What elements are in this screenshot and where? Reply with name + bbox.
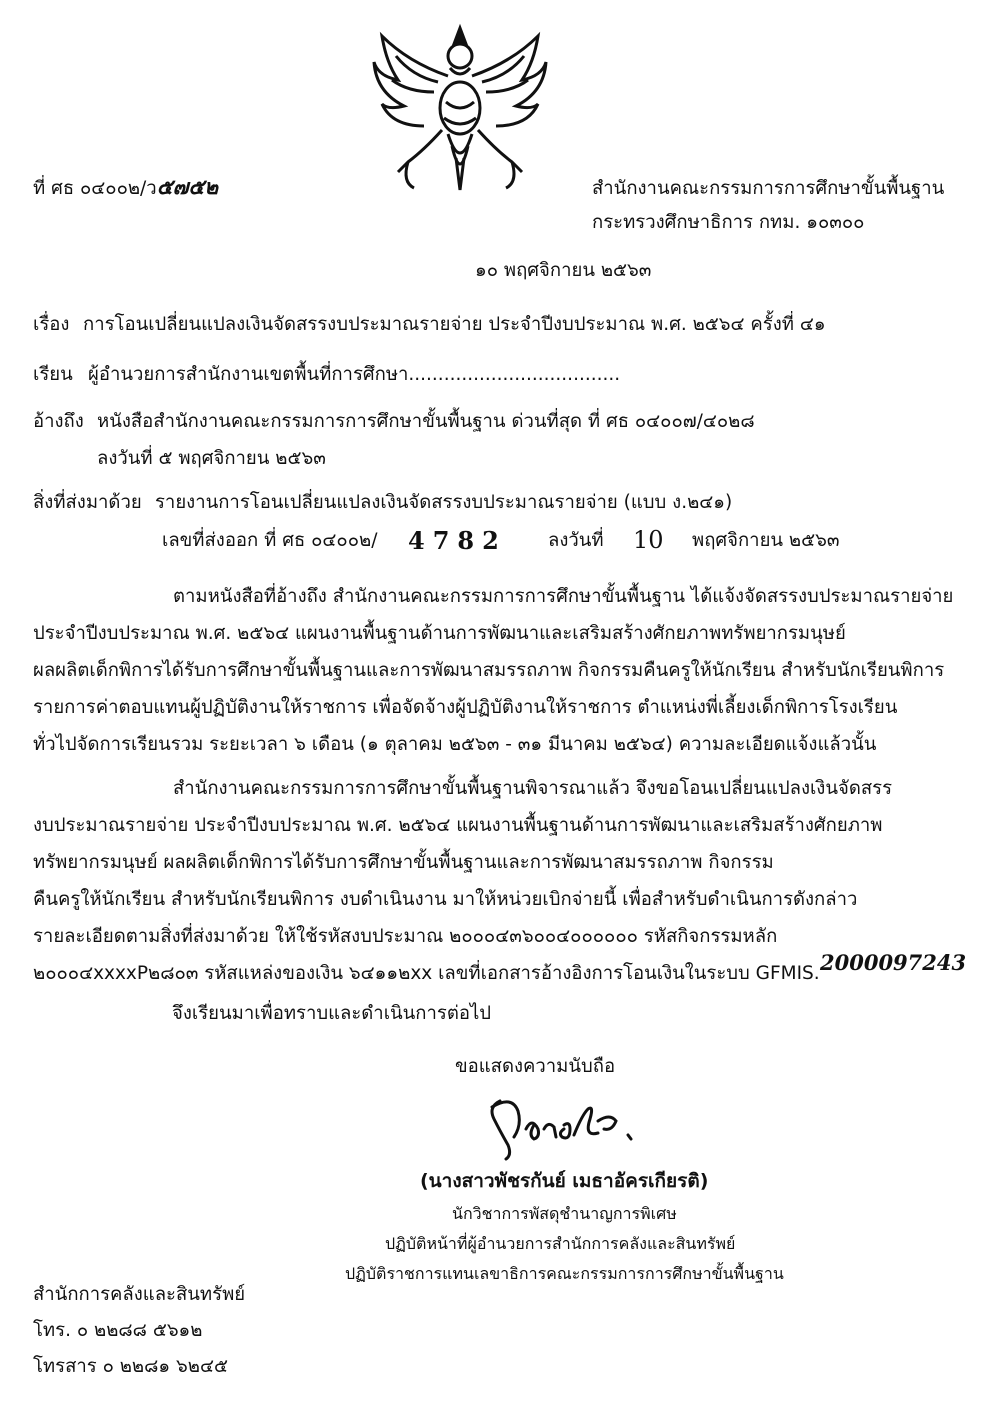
paragraph-1 bbox=[33, 582, 973, 772]
enclosure-date-day: 10 bbox=[633, 526, 664, 554]
signature-icon bbox=[478, 1085, 648, 1165]
signer-title-1: นักวิชาการพัสดุชำนาญการพิเศษ bbox=[452, 1204, 677, 1223]
complimentary-close: ขอแสดงความนับถือ bbox=[455, 1056, 616, 1077]
garuda-emblem-icon bbox=[368, 22, 552, 192]
subject-label: เรื่อง bbox=[33, 314, 70, 335]
paragraph-2-line: ๒๐๐๐๔xxxxP๒๘๐๓ รหัสแหล่งของเงิน ๖๔๑๑๒xx เลขที่เอกสารอ้างอิงการโอนเงินในระบบ GFMIS. bbox=[33, 963, 820, 984]
paragraph-2-line: งบประมาณรายจ่าย ประจำปีงบประมาณ พ.ศ. ๒๕๖๔ แผนงานพื้นฐานด้านการพัฒนาและเสริมสร้างศักยภาพ bbox=[33, 815, 883, 836]
paragraph-1-line: ทั่วไปจัดการเรียนรวม ระยะเวลา ๖ เดือน (๑ ตุลาคม ๒๕๖๓ - ๓๑ มีนาคม ๒๕๖๔) ความละเอียดแจ้งแล้วนั้น bbox=[33, 734, 877, 755]
closing-line: จึงเรียนมาเพื่อทราบและดำเนินการต่อไป bbox=[172, 1003, 492, 1024]
to-text: ผู้อำนวยการสำนักงานเขตพื้นที่การศึกษา.................................... bbox=[88, 364, 621, 385]
to-label: เรียน bbox=[33, 364, 73, 385]
sender-org-line1: สำนักงานคณะกรรมการการศึกษาขั้นพื้นฐาน bbox=[592, 178, 945, 199]
paragraph-1-line: ผลผลิตเด็กพิการได้รับการศึกษาขั้นพื้นฐานและการพัฒนาสมรรถภาพ กิจกรรมคืนครูให้นักเรียน สำหรับนักเรียนพิการ bbox=[33, 660, 945, 681]
reference-line2: ลงวันที่ ๕ พฤศจิกายน ๒๕๖๓ bbox=[97, 448, 326, 469]
footer-office: สำนักการคลังและสินทรัพย์ bbox=[33, 1284, 246, 1305]
enclosure-date-label: ลงวันที่ bbox=[548, 530, 604, 551]
paragraph-1-line: รายการค่าตอบแทนผู้ปฏิบัติงานให้ราชการ เพื่อจัดจ้างผู้ปฏิบัติงานให้ราชการ ตำแหน่งพี่เลี้ยงเด็กพิการโรงเรียน bbox=[33, 697, 898, 718]
sender-org-line2: กระทรวงศึกษาธิการ กทม. ๑๐๓๐๐ bbox=[592, 212, 865, 233]
signer-name: (นางสาวพัชรกันย์ เมธาอัครเกียรติ) bbox=[420, 1170, 709, 1192]
reference-prefix: ที่ ศธ ๐๔๐๐๒/ว bbox=[33, 178, 157, 199]
reference-label: อ้างถึง bbox=[33, 411, 84, 432]
footer-fax: โทรสาร ๐ ๒๒๘๑ ๖๒๔๕ bbox=[33, 1356, 228, 1377]
signer-title-3: ปฏิบัติราชการแทนเลขาธิการคณะกรรมการการศึกษาขั้นพื้นฐาน bbox=[345, 1264, 784, 1283]
reference-line1: หนังสือสำนักงานคณะกรรมการการศึกษาขั้นพื้นฐาน ด่วนที่สุด ที่ ศธ ๐๔๐๐๗/๔๐๒๘ bbox=[97, 411, 755, 432]
enclosure-out-number: 4782 bbox=[408, 526, 507, 555]
handwritten-gfmis-number: 2000097243 bbox=[820, 950, 967, 975]
paragraph-1-line: ตามหนังสือที่อ้างถึง สำนักงานคณะกรรมการการศึกษาขั้นพื้นฐาน ได้แจ้งจัดสรรงบประมาณรายจ่าย bbox=[173, 586, 954, 607]
signer-title-2: ปฏิบัติหน้าที่ผู้อำนวยการสำนักการคลังและสินทรัพย์ bbox=[385, 1234, 736, 1253]
enclosure-out-prefix: เลขที่ส่งออก ที่ ศธ ๐๔๐๐๒/ bbox=[162, 530, 378, 551]
paragraph-1-line: ประจำปีงบประมาณ พ.ศ. ๒๕๖๔ แผนงานพื้นฐานด้านการพัฒนาและเสริมสร้างศักยภาพทรัพยากรมนุษย์ bbox=[33, 623, 846, 644]
reference-number bbox=[33, 176, 218, 199]
paragraph-2-line: สำนักงานคณะกรรมการการศึกษาขั้นพื้นฐานพิจารณาแล้ว จึงขอโอนเปลี่ยนแปลงเงินจัดสรร bbox=[173, 778, 893, 799]
enclosure-line1: รายงานการโอนเปลี่ยนแปลงเงินจัดสรรงบประมาณรายจ่าย (แบบ ง.๒๔๑) bbox=[155, 492, 733, 513]
paragraph-2-line: ทรัพยากรมนุษย์ ผลผลิตเด็กพิการได้รับการศึกษาขั้นพื้นฐานและการพัฒนาสมรรถภาพ กิจกรรม bbox=[33, 852, 774, 873]
paragraph-2-line: รายละเอียดตามสิ่งที่ส่งมาด้วย ให้ใช้รหัสงบประมาณ ๒๐๐๐๔๓๖๐๐๔๐๐๐๐๐๐ รหัสกิจกรรมหลัก bbox=[33, 926, 778, 947]
subject-text: การโอนเปลี่ยนแปลงเงินจัดสรรงบประมาณรายจ่าย ประจำปีงบประมาณ พ.ศ. ๒๕๖๔ ครั้งที่ ๔๑ bbox=[83, 314, 826, 335]
enclosure-label: สิ่งที่ส่งมาด้วย bbox=[33, 492, 142, 513]
letter-date: ๑๐ พฤศจิกายน ๒๕๖๓ bbox=[475, 260, 652, 281]
paragraph-2-line: คืนครูให้นักเรียน สำหรับนักเรียนพิการ งบดำเนินงาน มาให้หน่วยเบิกจ่ายนี้ เพื่อสำหรับดำเนินการดังกล่าว bbox=[33, 889, 858, 910]
footer-phone: โทร. ๐ ๒๒๘๘ ๕๖๑๒ bbox=[33, 1320, 203, 1341]
enclosure-date-rest: พฤศจิกายน ๒๕๖๓ bbox=[692, 530, 840, 551]
handwritten-reference-number: ๕๗๕๒ bbox=[156, 174, 219, 199]
